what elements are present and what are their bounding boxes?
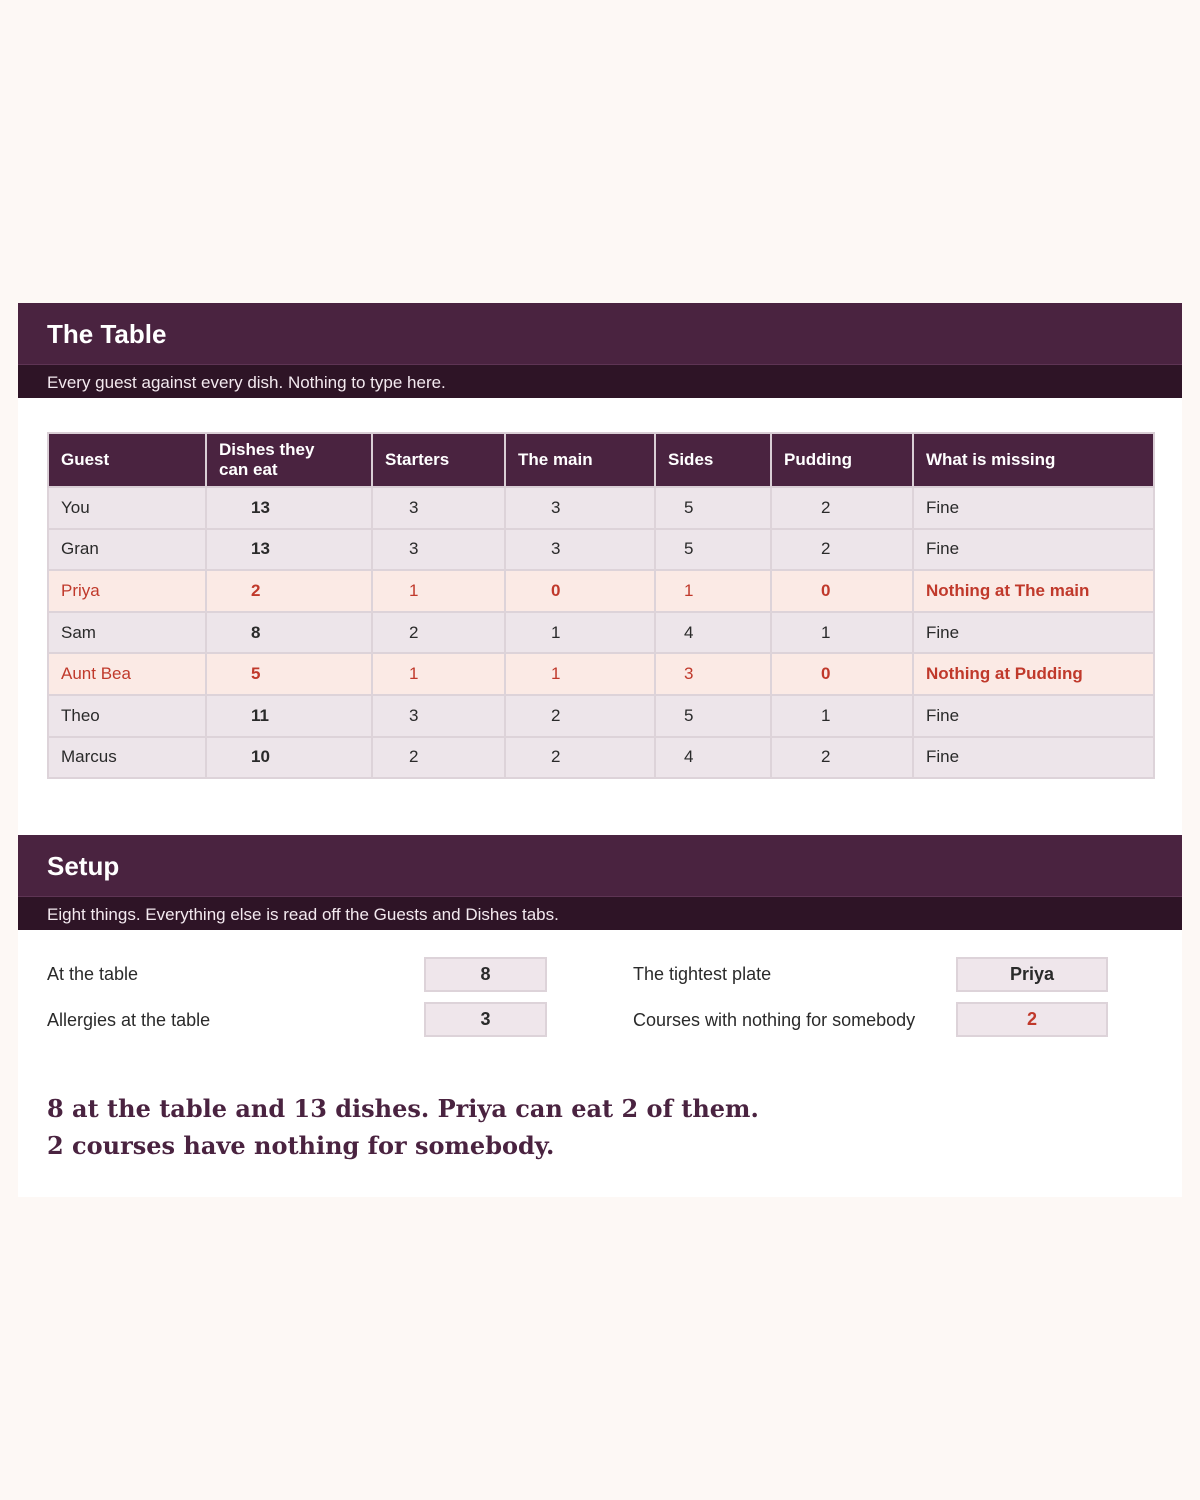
summary-line-1: 8 at the table and 13 dishes. Priya can eat 2 of them. (47, 1094, 759, 1123)
cell-starters: 2 (372, 737, 505, 779)
at-table-label: At the table (47, 964, 139, 984)
cell-sides: 4 (655, 737, 771, 779)
cell-starters: 2 (372, 612, 505, 654)
summary-line-2: 2 courses have nothing for somebody. (47, 1131, 555, 1160)
cell-pudding: 2 (771, 487, 913, 529)
cell-starters: 1 (372, 570, 505, 612)
cell-sides: 5 (655, 695, 771, 737)
cell-starters: 3 (372, 695, 505, 737)
table-row (48, 737, 1154, 779)
tightest-plate-value: Priya (956, 957, 1108, 992)
section-title: Setup (18, 835, 1182, 897)
courses-nothing-value: 2 (956, 1002, 1108, 1037)
cell-sides: 1 (655, 570, 771, 612)
cell-dishes: 8 (206, 612, 372, 654)
table-row (48, 653, 1154, 695)
summary-text (47, 1090, 759, 1164)
section-subtitle: Eight things. Everything else is read off the Guests and Dishes tabs. (18, 897, 1182, 930)
table-header-row (48, 433, 1154, 487)
cell-guest: You (48, 487, 206, 529)
cell-sides: 5 (655, 487, 771, 529)
cell-main: 0 (505, 570, 655, 612)
col-header-pudding: Pudding (771, 433, 913, 487)
cell-pudding: 1 (771, 612, 913, 654)
dashboard-panel (18, 303, 1182, 1197)
cell-missing: Nothing at The main (913, 570, 1154, 612)
section-title: The Table (18, 303, 1182, 365)
cell-main: 1 (505, 653, 655, 695)
table-body (48, 487, 1154, 778)
cell-pudding: 0 (771, 570, 913, 612)
allergies-label: Allergies at the table (47, 1010, 211, 1030)
cell-starters: 1 (372, 653, 505, 695)
col-header-starters: Starters (372, 433, 505, 487)
cell-pudding: 2 (771, 737, 913, 779)
cell-dishes: 5 (206, 653, 372, 695)
cell-dishes: 13 (206, 529, 372, 571)
table-section-header (18, 303, 1182, 398)
cell-missing: Fine (913, 529, 1154, 571)
tightest-plate-label: The tightest plate (633, 964, 772, 984)
cell-missing: Fine (913, 695, 1154, 737)
cell-missing: Nothing at Pudding (913, 653, 1154, 695)
cell-missing: Fine (913, 487, 1154, 529)
table-row (48, 612, 1154, 654)
cell-guest: Priya (48, 570, 206, 612)
cell-sides: 3 (655, 653, 771, 695)
cell-missing: Fine (913, 612, 1154, 654)
col-header-missing: What is missing (913, 433, 1154, 487)
cell-guest: Marcus (48, 737, 206, 779)
cell-starters: 3 (372, 529, 505, 571)
cell-guest: Sam (48, 612, 206, 654)
cell-pudding: 1 (771, 695, 913, 737)
col-header-sides: Sides (655, 433, 771, 487)
table-row (48, 529, 1154, 571)
courses-nothing-label: Courses with nothing for somebody (633, 1010, 916, 1030)
cell-dishes: 11 (206, 695, 372, 737)
cell-main: 2 (505, 737, 655, 779)
col-header-dishes (206, 433, 372, 487)
col-header-dishes-line2: can eat (219, 460, 278, 479)
table-row (48, 695, 1154, 737)
cell-main: 1 (505, 612, 655, 654)
table-row (48, 570, 1154, 612)
col-header-dishes-line1: Dishes they (219, 440, 315, 459)
cell-dishes: 13 (206, 487, 372, 529)
cell-main: 3 (505, 487, 655, 529)
table-row (48, 487, 1154, 529)
col-header-guest: Guest (48, 433, 206, 487)
cell-guest: Gran (48, 529, 206, 571)
cell-guest: Aunt Bea (48, 653, 206, 695)
cell-dishes: 10 (206, 737, 372, 779)
cell-sides: 5 (655, 529, 771, 571)
cell-dishes: 2 (206, 570, 372, 612)
at-table-value: 8 (424, 957, 547, 992)
setup-section (18, 835, 1182, 1030)
cell-main: 2 (505, 695, 655, 737)
cell-guest: Theo (48, 695, 206, 737)
col-header-main: The main (505, 433, 655, 487)
cell-pudding: 0 (771, 653, 913, 695)
guest-dish-table (47, 432, 1153, 779)
section-subtitle: Every guest against every dish. Nothing to type here. (18, 365, 1182, 398)
cell-main: 3 (505, 529, 655, 571)
cell-starters: 3 (372, 487, 505, 529)
allergies-value: 3 (424, 1002, 547, 1037)
cell-missing: Fine (913, 737, 1154, 779)
cell-sides: 4 (655, 612, 771, 654)
cell-pudding: 2 (771, 529, 913, 571)
